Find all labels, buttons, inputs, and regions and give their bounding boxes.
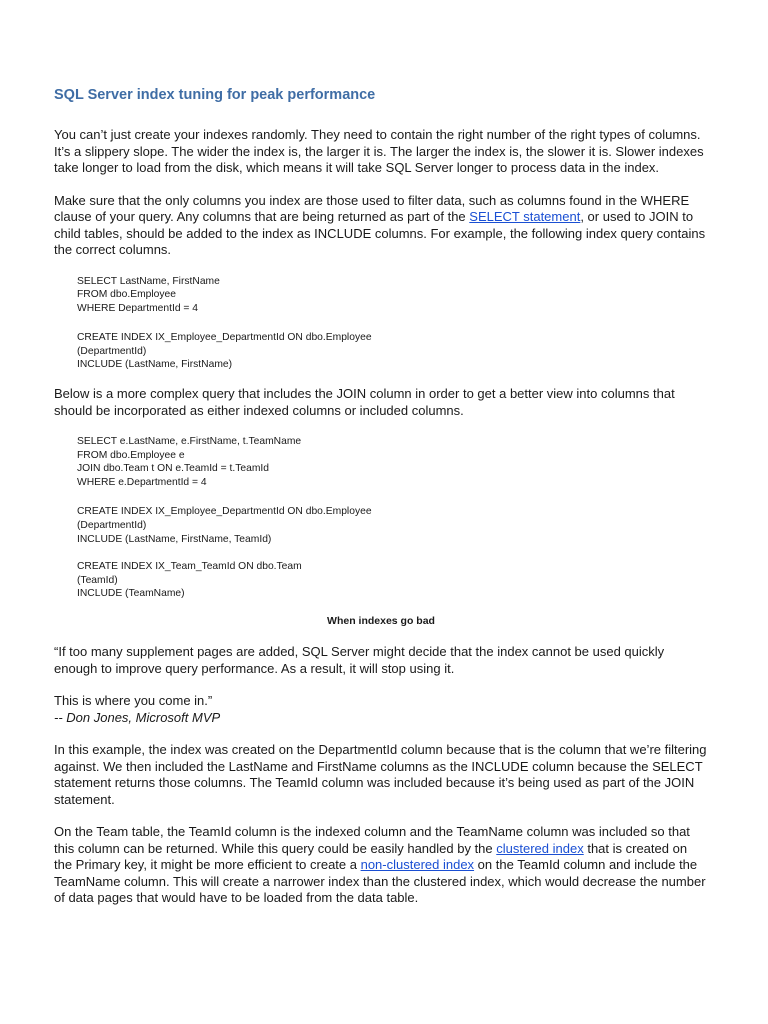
code-line: WHERE DepartmentId = 4 <box>77 302 199 314</box>
code-line: INCLUDE (TeamName) <box>77 588 185 600</box>
columns-paragraph <box>54 193 708 259</box>
article-title: SQL Server index tuning for peak performance <box>54 87 376 103</box>
code-line: JOIN dbo.Team t ON e.TeamId = t.TeamId <box>77 463 269 475</box>
code-line: INCLUDE (LastName, FirstName) <box>77 359 233 371</box>
code-line: SELECT e.LastName, e.FirstName, t.TeamName <box>77 436 302 448</box>
code-block-create-index-team <box>77 560 708 601</box>
quote-paragraph: “If too many supplement pages are added, SQL Server might decide that the index cannot be used quickly enough to improve query performance. As a result, it will stop using it. <box>54 644 665 676</box>
team-paragraph-text-1: On the Team table, the TeamId column is the indexed column and the TeamName column was included so that this column can be returned. While this query could be easily handled by the <box>54 824 690 856</box>
columns-paragraph-text-before: Make sure that the only columns you index are those used to filter data, such as columns found in the WHERE clause of your query. Any columns that are being returned as part of the <box>54 192 690 224</box>
complex-query-paragraph: Below is a more complex query that includes the JOIN column in order to get a better view into columns that should be incorporated as either indexed columns or included columns. <box>54 386 675 418</box>
code-block-join-query <box>77 435 708 489</box>
code-line: (DepartmentId) <box>77 345 147 357</box>
code-line: CREATE INDEX IX_Employee_DepartmentId ON dbo.Employee <box>77 506 372 518</box>
code-block-select-query <box>77 275 708 316</box>
code-line: CREATE INDEX IX_Employee_DepartmentId ON dbo.Employee <box>77 332 372 344</box>
team-paragraph-text-2: that is created on the Primary key, it might be more efficient to create a <box>54 840 688 872</box>
example-explanation-paragraph: In this example, the index was created on the DepartmentId column because that is the column that we’re filtering against. We then included the LastName and FirstName columns as the INCLUDE column because the SELECT statement returns those columns. The TeamId column was included because it’s being used as part of the JOIN statement. <box>54 742 707 807</box>
code-block-create-index-employee <box>77 505 708 546</box>
intro-paragraph: You can’t just create your indexes randomly. They need to contain the right number of the right types of columns. It’s a slippery slope. The wider the index is, the larger it is. The larger the index is, the slower it is. Slower indexes take longer to load from the disk, which means it will take SQL Server longer to process data in the index. <box>54 127 704 175</box>
section-heading: When indexes go bad <box>327 615 435 627</box>
code-line: FROM dbo.Employee e <box>77 449 185 461</box>
quote-closing-line: This is where you come in.” <box>54 693 213 708</box>
select-statement-link[interactable]: SELECT statement <box>469 209 581 224</box>
code-line: (DepartmentId) <box>77 520 147 532</box>
code-line: FROM dbo.Employee <box>77 289 177 301</box>
team-paragraph-text-3: on the TeamId column and include the TeamName column. This will create a narrower index than the clustered index, which would decrease the number of data pages that would have to be loaded from the data table. <box>54 857 706 905</box>
code-line: SELECT LastName, FirstName <box>77 275 220 287</box>
clustered-index-link[interactable]: clustered index <box>496 840 584 856</box>
code-line: WHERE e.DepartmentId = 4 <box>77 476 207 488</box>
team-table-paragraph <box>54 824 708 907</box>
code-block-create-index <box>77 331 708 372</box>
non-clustered-index-link[interactable]: non-clustered index <box>360 857 475 872</box>
quote-closing <box>54 693 708 726</box>
code-line: (TeamId) <box>77 574 118 586</box>
columns-paragraph-text-after: , or used to JOIN to child tables, should be added to the index as INCLUDE columns. For example, the following index query contains the correct columns. <box>54 209 706 257</box>
code-line: CREATE INDEX IX_Team_TeamId ON dbo.Team <box>77 561 302 573</box>
quote-attribution: -- Don Jones, Microsoft MVP <box>54 709 221 725</box>
code-line: INCLUDE (LastName, FirstName, TeamId) <box>77 533 272 545</box>
